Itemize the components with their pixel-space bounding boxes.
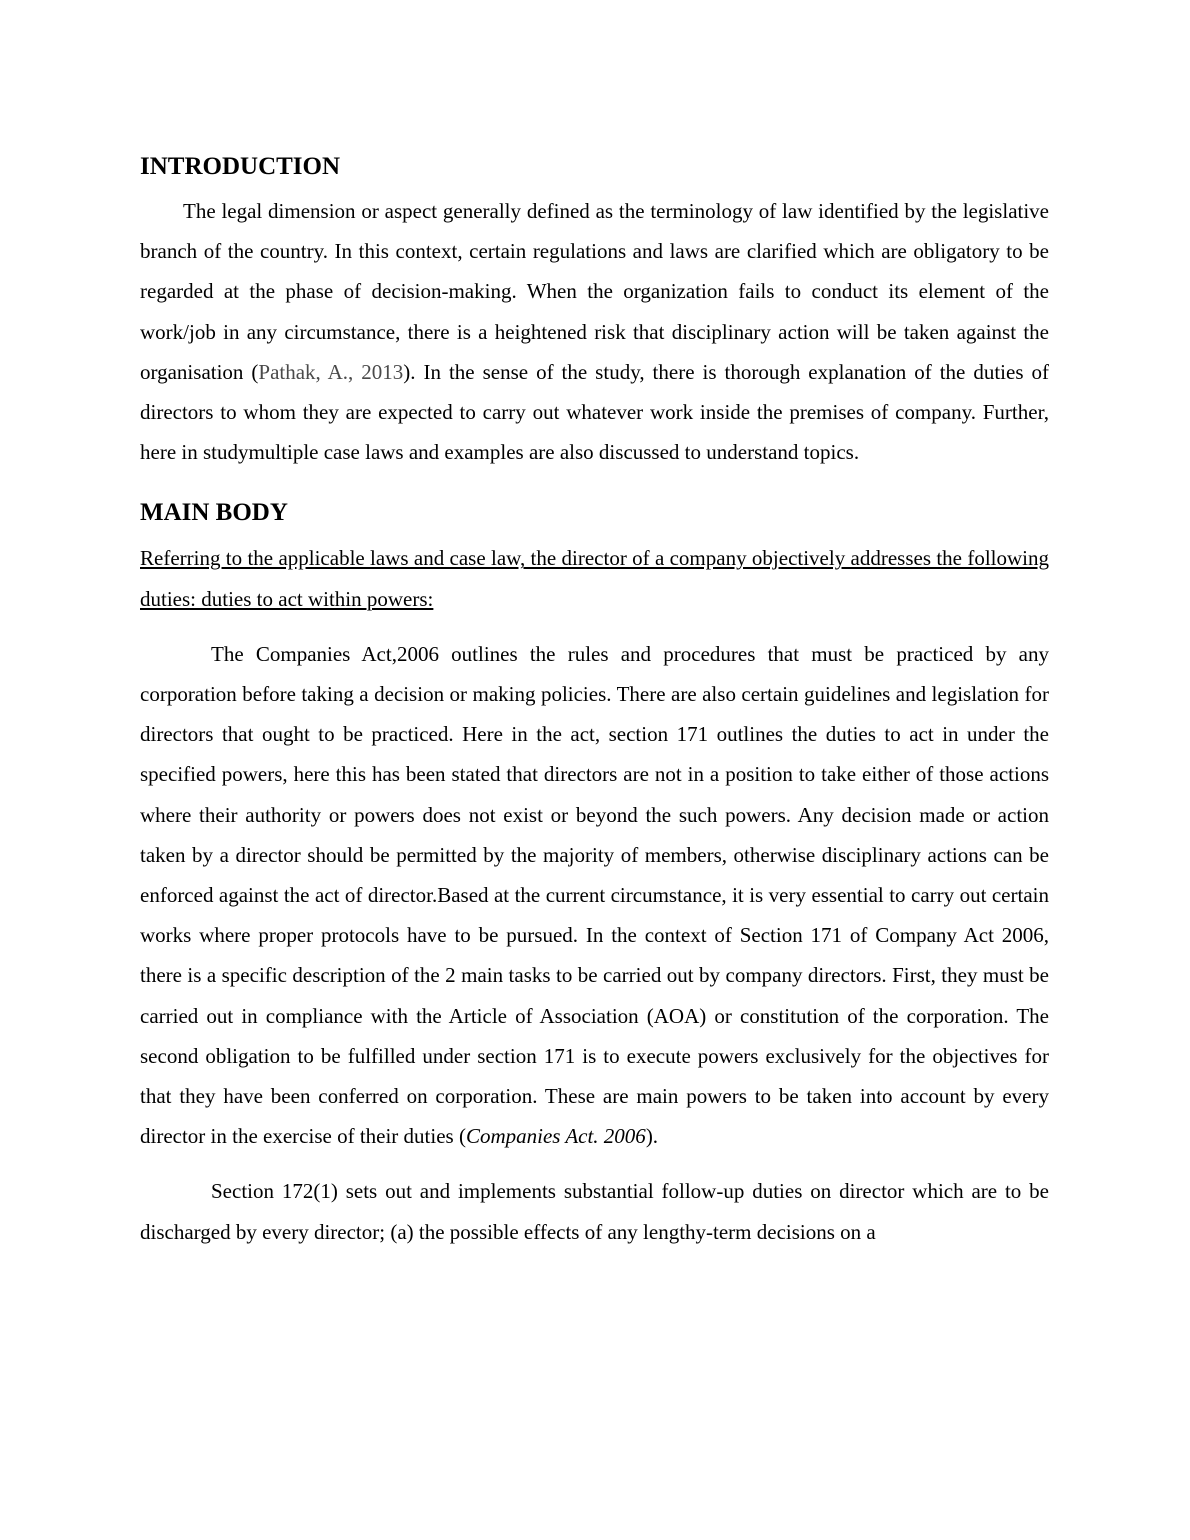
- main-body-heading: MAIN BODY: [140, 499, 288, 527]
- introduction-text-part-1: The legal dimension or aspect generally defined as the terminology of law identified by the legislative branch of the country. In this context, certain regulations and laws are clarified which are obligatory to be regarded at the phase of decision-making. When the organization fails to conduct its element of the work/job in any circumstance, there is a heightened risk that disciplinary action will be taken against the organisation (: [140, 199, 1049, 384]
- document-content: [140, 150, 1049, 1252]
- section-172-paragraph: Section 172(1) sets out and implements substantial follow-up duties on director which are to be discharged by every director; (a) the possible effects of any lengthy-term decisions on a: [140, 1179, 1049, 1244]
- companies-act-paragraph: [140, 634, 1049, 1157]
- introduction-heading: INTRODUCTION: [140, 153, 341, 180]
- introduction-paragraph: [140, 191, 1049, 472]
- introduction-citation: Pathak, A., 2013: [258, 359, 404, 384]
- introduction-text-part-2: ). In the sense of the study, there is thorough explanation of the duties of directors to whom they are expected to carry out whatever work inside the premises of company. Further, here in studymultiple case laws and examples are also discussed to understand topics.: [140, 359, 1049, 465]
- duties-subheading: Referring to the applicable laws and case law, the director of a company objectively addresses the following duties: duties to act within powers:: [140, 546, 1049, 611]
- companies-act-citation: Companies Act. 2006: [465, 1124, 646, 1149]
- companies-act-text-part-1: The Companies Act,2006 outlines the rules and procedures that must be practiced by any corporation before taking a decision or making policies. There are also certain guidelines and legislation for directors that ought to be practiced. Here in the act, section 171 outlines the duties to act in under the specified powers, here this has been stated that directors are not in a position to take either of those actions where their authority or powers does not exist or beyond the such powers. Any decision made or action taken by a director should be permitted by the majority of members, otherwise disciplinary actions can be enforced against the act of director.Based at the current circumstance, it is very essential to carry out certain works where proper protocols have to be pursued. In the context of Section 171 of Company Act 2006, there is a specific description of the 2 main tasks to be carried out by company directors. First, they must be carried out in compliance with the Article of Association (AOA) or constitution of the corporation. The second obligation to be fulfilled under section 171 is to execute powers exclusively for the objectives for that they have been conferred on corporation. These are main powers to be taken into account by every director in the exercise of their duties (: [140, 641, 1049, 1149]
- companies-act-text-part-2: ).: [645, 1124, 659, 1149]
